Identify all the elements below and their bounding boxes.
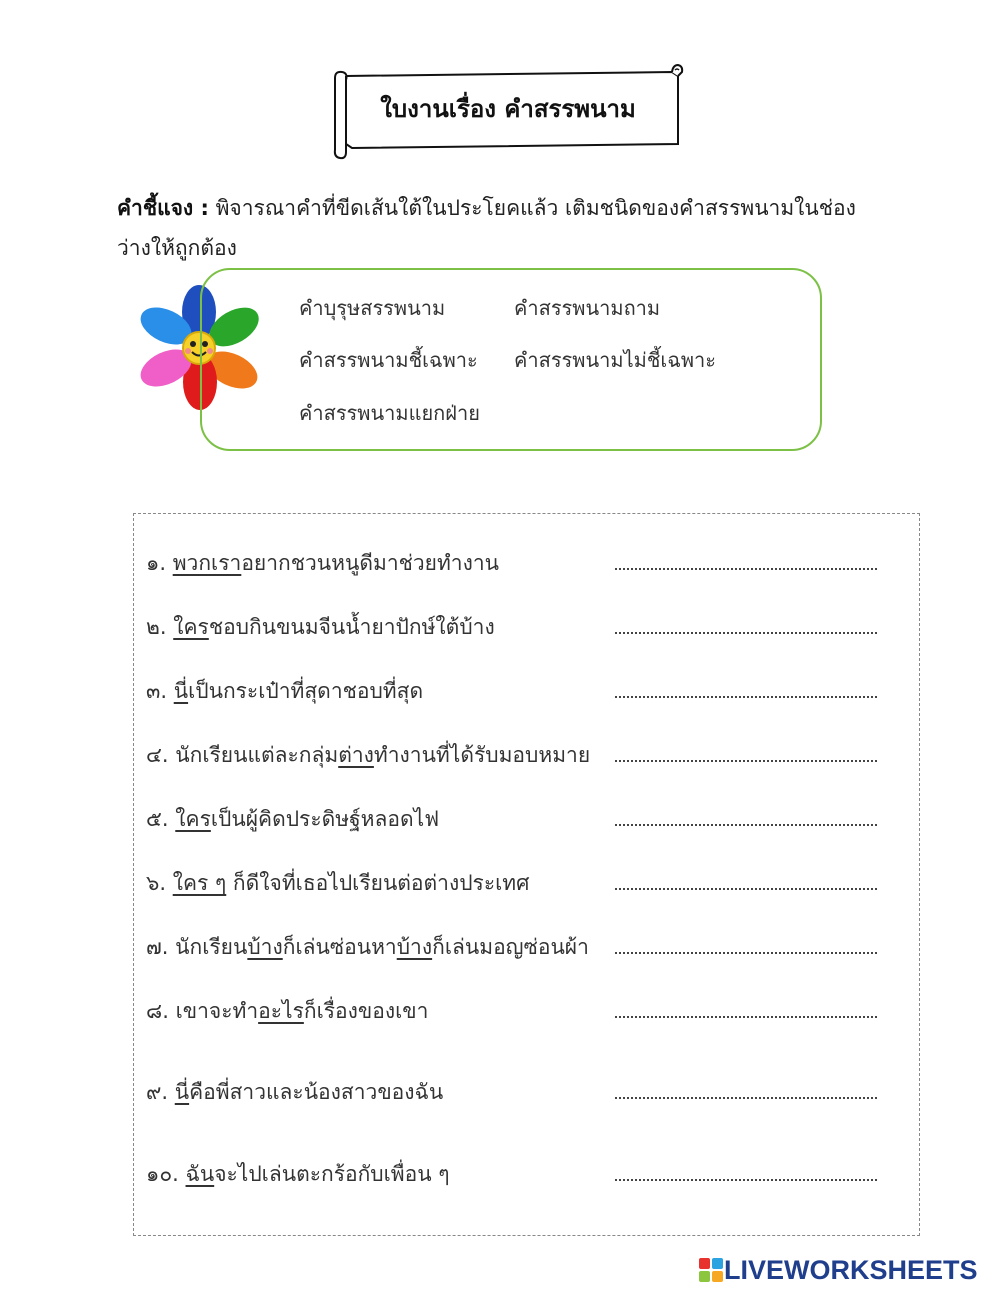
word-bank-item: คำสรรพนามถาม	[514, 296, 661, 320]
question-number: ๓.	[146, 679, 168, 703]
underlined-pronoun: อะไร	[258, 999, 304, 1023]
answer-blank-2[interactable]	[615, 630, 877, 634]
underlined-pronoun: ใคร	[173, 615, 209, 639]
underlined-pronoun: ใคร	[175, 807, 211, 831]
answer-blank-10[interactable]	[615, 1177, 877, 1181]
question-number: ๒.	[146, 615, 167, 639]
instruction-text: พิจารณาคำที่ขีดเส้นใต้ในประโยคแล้ว เติมชนิดของคำสรรพนามในช่องว่างให้ถูกต้อง	[117, 196, 856, 260]
answer-blank-6[interactable]	[615, 886, 877, 890]
answer-blank-1[interactable]	[615, 566, 877, 570]
question-10	[146, 1158, 450, 1191]
question-number: ๗.	[146, 935, 169, 959]
underlined-pronoun: นี่	[173, 679, 189, 703]
question-text: นักเรียน	[175, 935, 248, 959]
answer-blank-5[interactable]	[615, 822, 877, 826]
underlined-pronoun: พวกเรา	[172, 551, 242, 575]
underlined-pronoun: บ้าง	[396, 935, 433, 959]
question-text: นักเรียนแต่ละกลุ่ม	[175, 743, 339, 767]
question-number: ๙.	[146, 1080, 169, 1104]
question-number: ๘.	[146, 999, 169, 1023]
question-number: ๕.	[146, 807, 169, 831]
title-banner	[332, 62, 684, 160]
underlined-pronoun: ใคร ๆ	[172, 871, 227, 895]
instruction-label: คำชี้แจง :	[117, 196, 209, 220]
question-2	[146, 611, 495, 644]
question-text: ก็เรื่องของเขา	[303, 999, 429, 1023]
question-text: ทำงานที่ได้รับมอบหมาย	[373, 743, 591, 767]
question-8	[146, 995, 428, 1028]
question-1	[146, 547, 499, 580]
question-number: ๑๐.	[146, 1162, 179, 1186]
liveworksheets-logo[interactable]	[698, 1255, 978, 1285]
underlined-pronoun: ต่าง	[338, 743, 374, 767]
question-6	[146, 867, 529, 900]
logo-text: LIVEWORKSHEETS	[724, 1254, 978, 1285]
worksheet-title: ใบงานเรื่อง คำสรรพนาม	[380, 95, 636, 123]
question-text: ก็ดีใจที่เธอไปเรียนต่อต่างประเทศ	[226, 871, 530, 895]
answer-blank-4[interactable]	[615, 758, 877, 762]
underlined-pronoun: บ้าง	[247, 935, 283, 959]
question-number: ๑.	[146, 551, 167, 575]
question-3	[146, 675, 423, 708]
question-text: ก็เล่นมอญซ่อนผ้า	[432, 935, 589, 959]
word-bank-item: คำสรรพนามชี้เฉพาะ	[299, 348, 478, 372]
word-bank-item: คำบุรุษสรรพนาม	[299, 296, 446, 320]
question-text: อยากชวนหนูดีมาช่วยทำงาน	[241, 551, 499, 575]
question-text: เขาจะทำ	[175, 999, 259, 1023]
underlined-pronoun: นี่	[174, 1080, 190, 1104]
question-4	[146, 739, 590, 772]
question-text: ก็เล่นซ่อนหา	[282, 935, 397, 959]
question-text: ชอบกินขนมจีนน้ำยาปักษ์ใต้บ้าง	[208, 615, 495, 639]
question-9	[146, 1076, 443, 1109]
answer-blank-7[interactable]	[615, 950, 877, 954]
answer-blank-8[interactable]	[615, 1014, 877, 1018]
question-number: ๔.	[146, 743, 169, 767]
answer-blank-3[interactable]	[615, 694, 877, 698]
question-text: เป็นกระเป๋าที่สุดาชอบที่สุด	[188, 679, 424, 703]
underlined-pronoun: ฉัน	[185, 1162, 215, 1186]
question-number: ๖.	[146, 871, 167, 895]
question-text: จะไปเล่นตะกร้อกับเพื่อน ๆ	[214, 1162, 450, 1186]
answer-blank-9[interactable]	[615, 1095, 877, 1099]
question-5	[146, 803, 439, 836]
liveworksheets-logo-icon	[698, 1257, 724, 1283]
word-bank-box	[200, 268, 822, 451]
instruction	[117, 188, 877, 268]
word-bank-item: คำสรรพนามแยกฝ่าย	[299, 401, 480, 425]
word-bank-item: คำสรรพนามไม่ชี้เฉพาะ	[514, 348, 717, 372]
question-text: คือพี่สาวและน้องสาวของฉัน	[189, 1080, 444, 1104]
question-text: เป็นผู้คิดประดิษฐ์หลอดไฟ	[210, 807, 440, 831]
question-7	[146, 931, 589, 964]
